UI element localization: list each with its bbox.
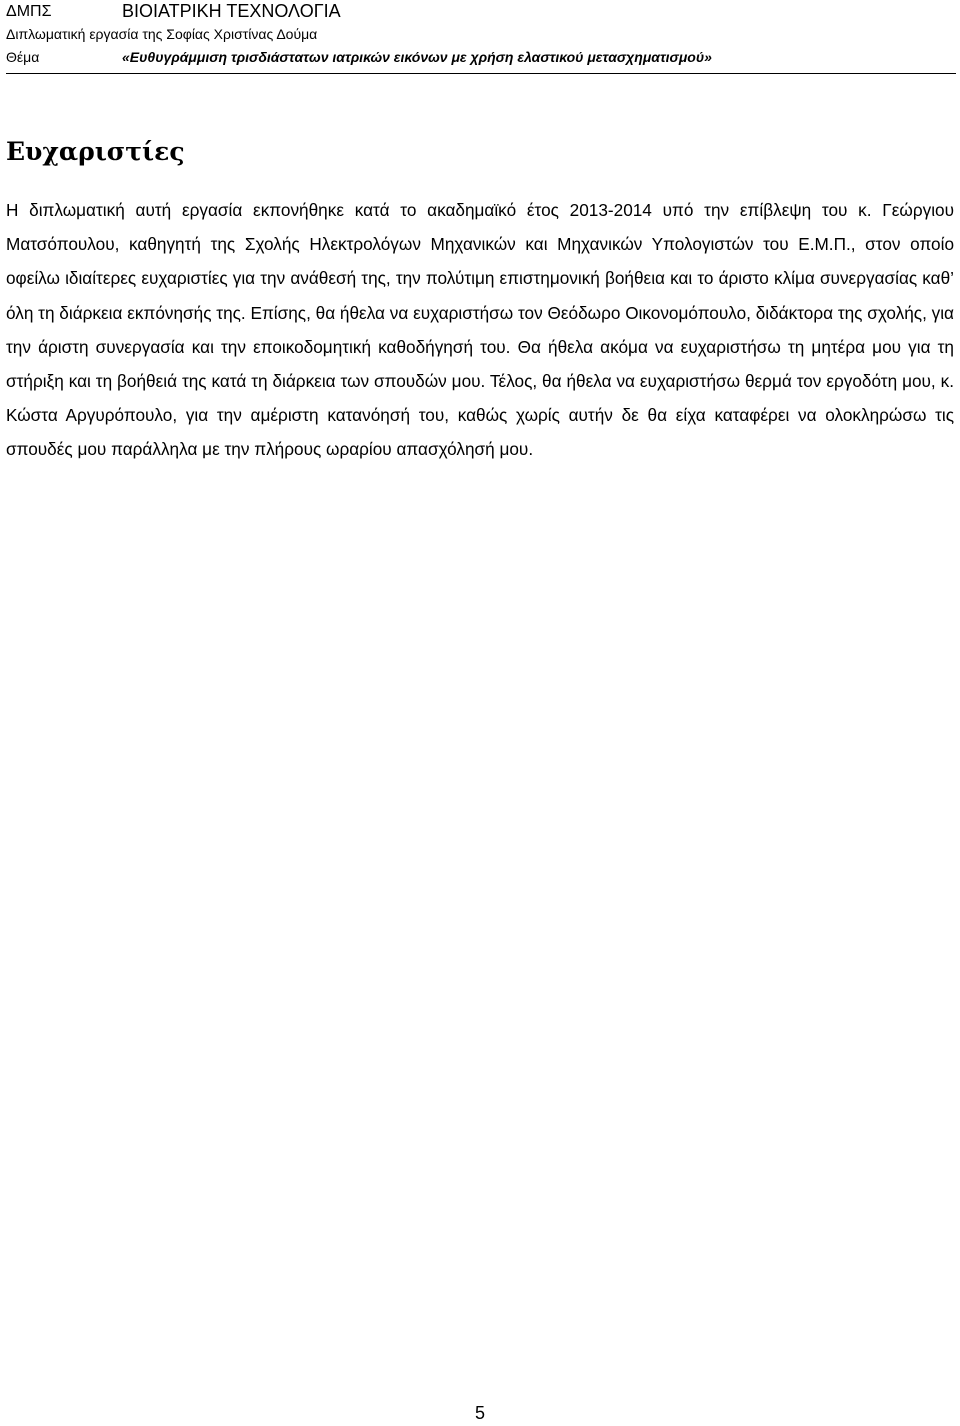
department-label: ΔΜΠΣ [6,3,52,20]
acknowledgements-paragraph: Η διπλωματική αυτή εργασία εκπονήθηκε κατά το ακαδημαϊκό έτος 2013-2014 υπό την επίβλεψη του κ. Γεώργιου Ματσόπουλου, καθηγητή της Σχολής Ηλεκτρολόγων Μηχανικών και Μηχανικών Υπολογιστών του Ε.Μ.Π., στον οποίο οφείλω ιδιαίτερες ευχαριστίες για την ανάθεσή της, την πολύτιμη επιστημονική βοήθεια και το άριστο κλίμα συνεργασίας καθ’ όλη τη διάρκεια εκπόνησής της. Επίσης, θα ήθελα να ευχαριστήσω τον Θεόδωρο Οικονομόπουλο, διδάκτορα της σχολής, για την άριστη συνεργασία και την εποικοδομητική καθοδήγησή του. Θα ήθελα ακόμα να ευχαριστήσω τη μητέρα μου για τη στήριξη και τη βοήθειά της κατά τη διάρκεια των σπουδών μου. Τέλος, θα ήθελα να ευχαριστήσω θερμά τον εργοδότη μου, κ. Κώστα Αργυρόπουλο, για την αμέριστη κατανόησή του, καθώς χωρίς αυτήν δε θα είχα καταφέρει να ολοκληρώσω τις σπουδές μου παράλληλα με την πλήρους ωραρίου απασχόλησή μου. [6,200,954,460]
section-title: Ευχαριστίες [6,137,185,166]
header-row-author [6,23,956,46]
header-row-topic [6,46,956,69]
program-title: ΒΙΟΙΑΤΡΙΚΗ ΤΕΧΝΟΛΟΓΙΑ [122,1,341,21]
page-number: 5 [474,1403,485,1423]
thesis-author: Διπλωματική εργασία της Σοφίας Χριστίνας Δούμα [6,26,318,42]
header-row-program [6,0,956,23]
page-header [6,0,956,69]
thesis-topic: «Ευθυγράμμιση τρισδιάστατων ιατρικών εικόνων με χρήση ελαστικού μετασχηματισμού» [122,49,712,65]
header-divider [6,73,956,74]
topic-label: Θέμα [6,49,40,65]
